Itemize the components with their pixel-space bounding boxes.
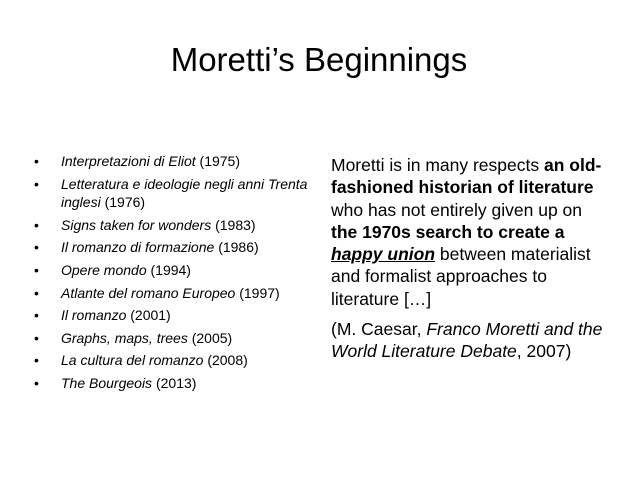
- bullet-icon: •: [34, 284, 39, 301]
- bullet-icon: •: [34, 239, 39, 256]
- quote-citation: [331, 318, 611, 363]
- quote-segment: between materialist and formalist approaches to literature […]: [331, 244, 591, 309]
- work-title: The Bourgeois: [61, 374, 153, 391]
- work-year: (2001): [130, 307, 171, 324]
- work-title: Il romanzo di formazione: [61, 239, 215, 256]
- work-year: (1975): [199, 153, 240, 169]
- work-year: (1986): [218, 239, 259, 256]
- list-item: [34, 261, 314, 280]
- list-item: [34, 374, 314, 393]
- list-item: [34, 306, 314, 325]
- work-year: (2005): [191, 329, 233, 346]
- quote-segment: Moretti is in many respects: [331, 155, 544, 175]
- work-title: Signs taken for wonders: [61, 216, 212, 233]
- work-year: (2013): [155, 374, 197, 391]
- bullet-icon: •: [34, 374, 39, 391]
- bullet-icon: •: [34, 307, 39, 324]
- bullet-icon: •: [34, 261, 39, 278]
- list-item: [34, 152, 314, 171]
- quote-emphasis: an old-fashioned historian of literature: [331, 155, 602, 198]
- work-year: (1983): [215, 216, 256, 233]
- list-item: [34, 351, 314, 370]
- list-item: [34, 329, 314, 348]
- slide-title: Moretti’s Beginnings: [170, 41, 468, 78]
- work-year: (2008): [207, 352, 248, 369]
- quote-emphasis-underlined: happy union: [331, 244, 436, 265]
- work-title: La cultura del romanzo: [61, 352, 204, 369]
- citation-year: , 2007): [516, 341, 572, 362]
- list-item: [34, 238, 314, 257]
- work-title: Letteratura e ideologie negli anni Trenta inglesi: [61, 175, 308, 211]
- works-list: [34, 152, 314, 397]
- quote-emphasis: the 1970s search to create a: [331, 221, 565, 242]
- bullet-icon: •: [34, 216, 39, 233]
- citation-author: (M. Caesar,: [331, 319, 427, 340]
- work-year: (1994): [150, 261, 191, 278]
- work-title: Graphs, maps, trees: [61, 329, 188, 346]
- bullet-icon: •: [34, 175, 39, 192]
- bullet-icon: •: [34, 352, 39, 369]
- list-item: [34, 216, 314, 235]
- bullet-icon: •: [34, 153, 39, 169]
- quote-text: [331, 154, 611, 310]
- work-title: Atlante del romano Europeo: [61, 284, 236, 301]
- quote-segment: who has not entirely given up on: [331, 199, 582, 220]
- list-item: [34, 175, 314, 212]
- work-year: (1976): [104, 194, 146, 211]
- work-title: Opere mondo: [61, 261, 147, 278]
- quote-block: [331, 154, 611, 363]
- work-year: (1997): [239, 284, 280, 301]
- citation-title: Franco Moretti and the World Literature Debate: [331, 319, 603, 362]
- list-item: [34, 284, 314, 303]
- bullet-icon: •: [34, 329, 39, 346]
- work-title: Il romanzo: [61, 307, 127, 324]
- work-title: Interpretazioni di Eliot: [61, 153, 196, 169]
